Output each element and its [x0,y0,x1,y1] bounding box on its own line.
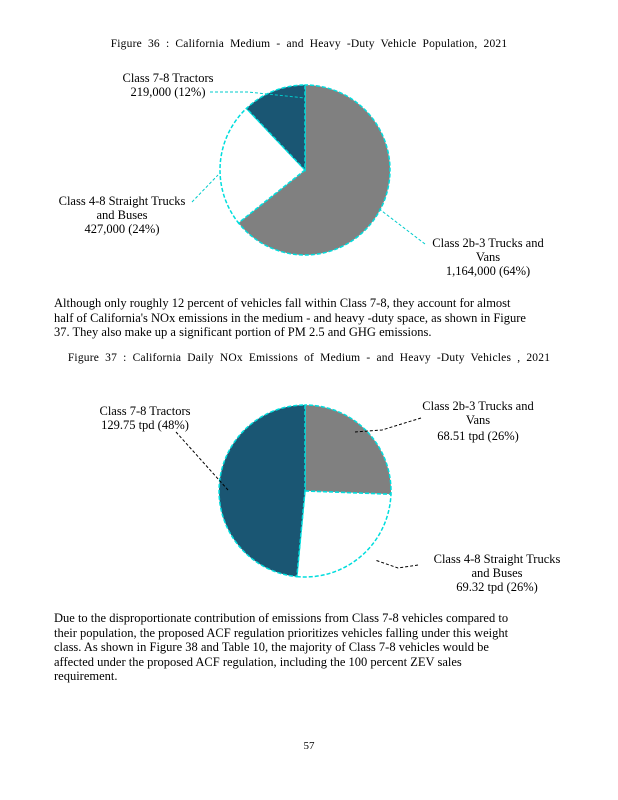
paragraph-line: half of California's NOx emissions in the medium - and heavy -duty space, as shown in Figure [54,310,526,325]
figure-36-label-trucks-value: 1,164,000 (64%) [445,264,531,278]
figure-36-label-tractors-name: Class 7-8 Tractors [122,71,214,85]
figure-37-label-trucks-value: 68.51 tpd (26%) [437,429,519,443]
figure-37-pie-chart [0,300,618,600]
paragraph-line: 37. They also make up a significant portion of PM 2.5 and GHG emissions. [54,325,432,339]
figure-37-leader-tractors [176,432,228,490]
figure-36-label-trucks-name2: Vans [475,250,501,264]
paragraph-line: affected under the proposed ACF regulation, including the 100 percent ZEV sales [54,654,462,669]
figure-37-label-trucks-name2: Vans [465,413,491,427]
figure-37-label-tractors-value: 129.75 tpd (48%) [101,418,189,432]
figure-37-slice-class-4-8-straight-trucks-and-buses [297,491,391,577]
figure-36-leader-trucks [378,208,425,244]
figure-36-caption: Figure 36 : California Medium - and Heavy -Duty Vehicle Population, 2021 [110,38,508,50]
figure-37-slice-class-7-8-tractors [219,405,305,577]
figure-37-slice-class-2b-3-trucks-and-vans [305,405,391,494]
paragraph-line: class. As shown in Figure 38 and Table 10, the majority of Class 7-8 vehicles would be [54,640,489,654]
figure-36-label-tractors-value: 219,000 (12%) [130,85,206,99]
figure-36-label-straight-name: Class 4-8 Straight Trucks [58,194,186,208]
paragraph-line: Although only roughly 12 percent of vehicles fall within Class 7-8, they account for almost [54,296,511,310]
paragraph-line: Due to the disproportionate contribution of emissions from Class 7-8 vehicles compared to [54,611,509,625]
figure-37-label-tractors-name: Class 7-8 Tractors [99,404,191,418]
figure-36-label-straight-value: 427,000 (24%) [84,222,160,236]
page-number: 57 [303,740,315,752]
figure-36-pie-chart [0,0,618,300]
figure-37-label-trucks-name: Class 2b-3 Trucks and [422,399,534,413]
figure-37-caption: Figure 37 : California Daily NOx Emissions of Medium - and Heavy -Duty Vehicles , 2021 [67,352,551,364]
body-paragraph-2 [54,611,564,684]
paragraph-line: requirement. [54,669,118,683]
figure-36-leader-straight [192,175,218,202]
figure-37-label-straight-value: 69.32 tpd (26%) [456,580,538,594]
figure-36-label-straight-name2: and Buses [96,208,148,222]
figure-36-label-trucks-name: Class 2b-3 Trucks and [432,236,544,250]
figure-37-label-straight-name2: and Buses [471,566,523,580]
figure-37-label-straight-name: Class 4-8 Straight Trucks [433,552,561,566]
paragraph-line: their population, the proposed ACF regulation prioritizes vehicles falling under this weight [54,625,509,640]
figure-37-leader-straight [375,560,418,568]
